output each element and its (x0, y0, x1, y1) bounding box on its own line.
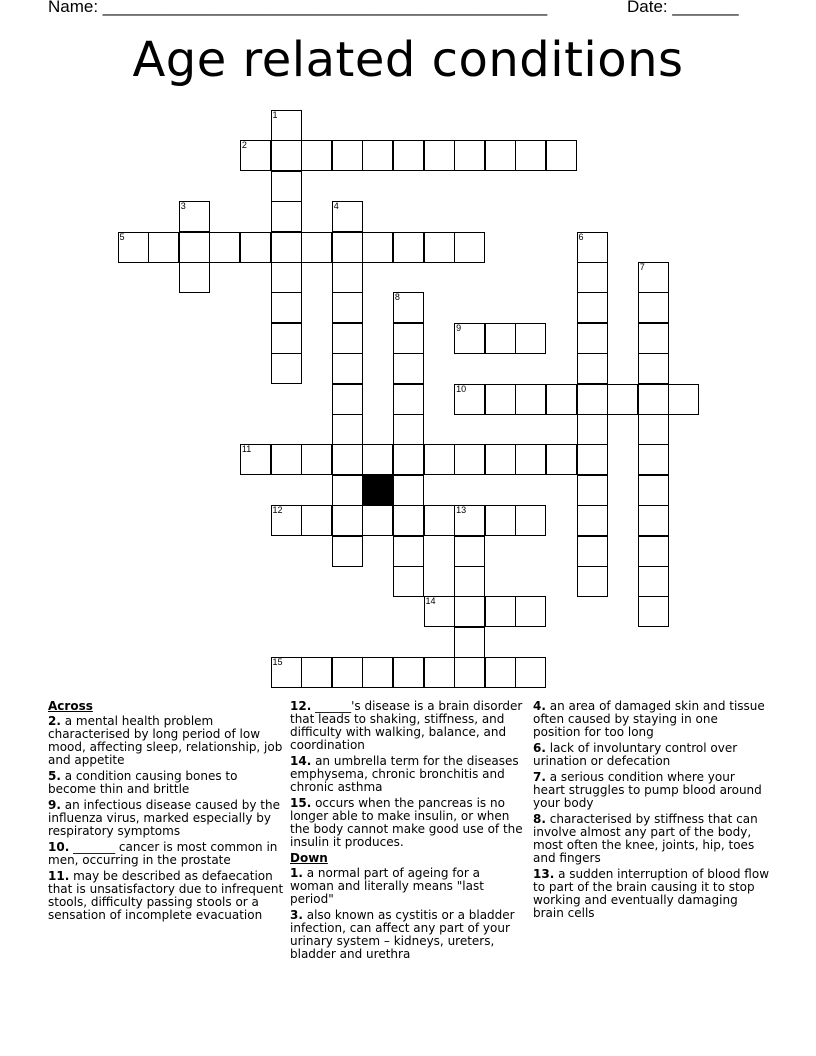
clue-item (533, 771, 769, 810)
date-field[interactable]: Date: _______ (627, 0, 739, 16)
across-heading: Across (48, 699, 93, 713)
clue-num: 14. (290, 754, 312, 768)
grid-cell[interactable] (301, 140, 332, 171)
clue-text: _______ cancer is most common in men, occurring in the prostate (48, 840, 278, 867)
clue-item (48, 841, 284, 867)
clue-text: a condition causing bones to become thin and brittle (48, 769, 238, 796)
clue-number: 10 (456, 383, 467, 394)
clue-number: 4 (333, 201, 339, 212)
grid-cell[interactable] (638, 444, 669, 475)
grid-cell[interactable] (393, 657, 424, 688)
clue-number: 2 (241, 140, 247, 151)
grid-cell[interactable] (454, 596, 485, 627)
clue-num: 6. (533, 741, 546, 755)
grid-cell[interactable] (301, 444, 332, 475)
grid-cell[interactable] (332, 262, 363, 293)
clues-column-1 (48, 700, 284, 925)
grid-cell[interactable] (638, 292, 669, 323)
grid-cell[interactable] (393, 475, 424, 506)
grid-cell[interactable] (332, 657, 363, 688)
grid-cell[interactable] (271, 140, 302, 171)
grid-cell[interactable] (638, 323, 669, 354)
clue-item (290, 797, 526, 849)
clue-item (533, 700, 769, 739)
grid-cell[interactable] (638, 475, 669, 506)
grid-cell[interactable] (485, 657, 516, 688)
clue-num: 5. (48, 769, 61, 783)
clue-text: may be described as defaecation that is unsatisfactory due to infrequent stools, difficulty passing stools or a sensation of incomplete evacuation (48, 869, 284, 922)
clue-number: 9 (456, 322, 462, 333)
grid-cell[interactable] (332, 232, 363, 263)
grid-cell[interactable] (424, 657, 455, 688)
clues-column-2 (290, 700, 526, 964)
grid-cell[interactable] (362, 444, 393, 475)
grid-cell[interactable] (393, 353, 424, 384)
clue-item (533, 742, 769, 768)
grid-cell[interactable] (607, 384, 638, 415)
clue-number: 12 (272, 505, 283, 516)
name-field[interactable]: Name: _______________________________________________ (48, 0, 548, 16)
grid-cell[interactable] (485, 444, 516, 475)
clue-text: characterised by stiffness that can involve almost any part of the body, most often the knee, joints, hip, toes and fingers (533, 812, 758, 865)
clue-num: 15. (290, 796, 312, 810)
grid-cell[interactable] (577, 414, 608, 445)
clue-number: 3 (180, 201, 186, 212)
clue-number: 14 (425, 596, 436, 607)
grid-cell[interactable] (271, 232, 302, 263)
grid-cell[interactable] (577, 444, 608, 475)
grid-cell[interactable] (485, 323, 516, 354)
clue-item (290, 700, 526, 752)
clue-num: 9. (48, 798, 61, 812)
grid-cell[interactable] (393, 566, 424, 597)
grid-cell[interactable] (454, 657, 485, 688)
clue-num: 2. (48, 714, 61, 728)
grid-cell[interactable] (240, 232, 271, 263)
grid-cell[interactable] (454, 323, 485, 354)
clue-number: 5 (119, 231, 125, 242)
clue-item (290, 867, 526, 906)
grid-cell[interactable] (332, 444, 363, 475)
grid-cell[interactable] (332, 323, 363, 354)
grid-cell[interactable] (332, 201, 363, 232)
grid-cell[interactable] (332, 475, 363, 506)
clue-text: a serious condition where your heart struggles to pump blood around your body (533, 770, 762, 810)
clue-text: an infectious disease caused by the influenza virus, marked especially by respiratory symptoms (48, 798, 280, 838)
clue-number: 1 (272, 110, 278, 120)
grid-cell[interactable] (577, 232, 608, 263)
clue-item (48, 799, 284, 838)
grid-cell[interactable] (577, 353, 608, 384)
page-title: Age related conditions (132, 32, 684, 88)
grid-cell[interactable] (454, 232, 485, 263)
grid-cell[interactable] (393, 384, 424, 415)
black-cell (362, 475, 393, 506)
grid-cell[interactable] (577, 262, 608, 293)
grid-cell[interactable] (515, 444, 546, 475)
grid-cell[interactable] (515, 657, 546, 688)
clue-num: 8. (533, 812, 546, 826)
grid-cell[interactable] (271, 110, 302, 141)
grid-cell[interactable] (577, 505, 608, 536)
clue-text: a normal part of ageing for a woman and literally means "last period" (290, 866, 484, 906)
grid-cell[interactable] (362, 232, 393, 263)
grid-cell[interactable] (485, 384, 516, 415)
grid-cell[interactable] (485, 596, 516, 627)
down-heading: Down (290, 851, 328, 865)
grid-cell[interactable] (454, 627, 485, 658)
clue-num: 12. (290, 699, 312, 713)
grid-cell[interactable] (638, 262, 669, 293)
clue-num: 13. (533, 867, 555, 881)
clue-item (48, 715, 284, 767)
grid-cell[interactable] (332, 353, 363, 384)
grid-cell[interactable] (393, 444, 424, 475)
clue-num: 4. (533, 699, 546, 713)
clue-text: also known as cystitis or a bladder infection, can affect any part of your urinary system – kidneys, ureters, bladder and urethra (290, 908, 515, 961)
grid-cell[interactable] (271, 292, 302, 323)
grid-cell[interactable] (485, 505, 516, 536)
clue-number: 6 (578, 231, 584, 242)
grid-cell[interactable] (393, 414, 424, 445)
clues-column-3 (533, 700, 769, 923)
grid-cell[interactable] (240, 140, 271, 171)
clue-item (290, 909, 526, 961)
grid-cell[interactable] (454, 140, 485, 171)
grid-cell[interactable] (454, 384, 485, 415)
grid-cell[interactable] (393, 140, 424, 171)
grid-cell[interactable] (424, 596, 455, 627)
clue-num: 7. (533, 770, 546, 784)
clue-text: an umbrella term for the diseases emphysema, chronic bronchitis and chronic asthma (290, 754, 519, 794)
grid-cell[interactable] (515, 505, 546, 536)
grid-cell[interactable] (638, 505, 669, 536)
grid-cell[interactable] (332, 292, 363, 323)
grid-cell[interactable] (577, 475, 608, 506)
clue-text: ______'s disease is a brain disorder that leads to shaking, stiffness, and difficulty with walking, balance, and coordination (290, 699, 523, 752)
clue-text: a sudden interruption of blood flow to part of the brain causing it to stop working and eventually damaging brain cells (533, 867, 770, 920)
grid-cell[interactable] (638, 596, 669, 627)
grid-cell[interactable] (577, 384, 608, 415)
grid-cell[interactable] (638, 353, 669, 384)
grid-cell[interactable] (638, 536, 669, 567)
grid-cell[interactable] (393, 536, 424, 567)
grid-cell[interactable] (271, 657, 302, 688)
clue-item (48, 770, 284, 796)
grid-cell[interactable] (179, 201, 210, 232)
clue-number: 15 (272, 657, 283, 668)
clue-number: 7 (639, 262, 645, 272)
grid-cell[interactable] (332, 505, 363, 536)
clue-item (290, 755, 526, 794)
clue-number: 11 (241, 444, 252, 455)
grid-cell[interactable] (393, 292, 424, 323)
grid-cell[interactable] (454, 566, 485, 597)
grid-cell[interactable] (515, 140, 546, 171)
grid-cell[interactable] (271, 201, 302, 232)
clue-num: 1. (290, 866, 303, 880)
clue-num: 11. (48, 869, 70, 883)
grid-cell[interactable] (577, 323, 608, 354)
clue-text: occurs when the pancreas is no longer able to make insulin, or when the body cannot make good use of the insulin it produces. (290, 796, 523, 849)
grid-cell[interactable] (424, 444, 455, 475)
grid-cell[interactable] (271, 505, 302, 536)
clue-num: 10. (48, 840, 70, 854)
grid-cell[interactable] (362, 505, 393, 536)
grid-cell[interactable] (271, 262, 302, 293)
grid-cell[interactable] (332, 414, 363, 445)
grid-cell[interactable] (271, 444, 302, 475)
grid-cell[interactable] (424, 140, 455, 171)
grid-cell[interactable] (638, 384, 669, 415)
grid-cell[interactable] (454, 444, 485, 475)
grid-cell[interactable] (148, 232, 179, 263)
clue-text: an area of damaged skin and tissue often caused by staying in one position for too long (533, 699, 765, 739)
grid-cell[interactable] (118, 232, 149, 263)
clue-text: lack of involuntary control over urination or defecation (533, 741, 738, 768)
clue-num: 3. (290, 908, 303, 922)
clue-item (533, 813, 769, 865)
clue-number: 8 (394, 292, 400, 303)
clue-item (48, 870, 284, 922)
clue-number: 13 (456, 505, 467, 516)
grid-cell[interactable] (454, 505, 485, 536)
grid-cell[interactable] (393, 505, 424, 536)
grid-cell[interactable] (577, 292, 608, 323)
grid-cell[interactable] (240, 444, 271, 475)
grid-cell[interactable] (209, 232, 240, 263)
grid-cell[interactable] (271, 353, 302, 384)
grid-cell[interactable] (546, 384, 577, 415)
grid-cell[interactable] (515, 596, 546, 627)
grid-cell[interactable] (577, 566, 608, 597)
grid-cell[interactable] (362, 657, 393, 688)
grid-cell[interactable] (179, 262, 210, 293)
grid-cell[interactable] (546, 140, 577, 171)
grid-cell[interactable] (485, 140, 516, 171)
grid-cell[interactable] (301, 505, 332, 536)
grid-cell[interactable] (362, 140, 393, 171)
grid-cell[interactable] (638, 414, 669, 445)
grid-cell[interactable] (638, 566, 669, 597)
grid-cell[interactable] (301, 657, 332, 688)
grid-cell[interactable] (546, 444, 577, 475)
grid-cell[interactable] (515, 323, 546, 354)
grid-cell[interactable] (424, 505, 455, 536)
grid-cell[interactable] (332, 140, 363, 171)
grid-cell[interactable] (332, 536, 363, 567)
grid-cell[interactable] (393, 232, 424, 263)
grid-cell[interactable] (515, 384, 546, 415)
grid-cell[interactable] (271, 323, 302, 354)
grid-cell[interactable] (454, 536, 485, 567)
grid-cell[interactable] (332, 384, 363, 415)
grid-cell[interactable] (271, 171, 302, 202)
grid-cell[interactable] (393, 323, 424, 354)
grid-cell[interactable] (577, 536, 608, 567)
grid-cell[interactable] (179, 232, 210, 263)
grid-cell[interactable] (424, 232, 455, 263)
grid-cell[interactable] (301, 232, 332, 263)
grid-cell[interactable] (668, 384, 699, 415)
clue-item (533, 868, 769, 920)
clue-text: a mental health problem characterised by long period of low mood, affecting sleep, relationship, job and appetite (48, 714, 283, 767)
